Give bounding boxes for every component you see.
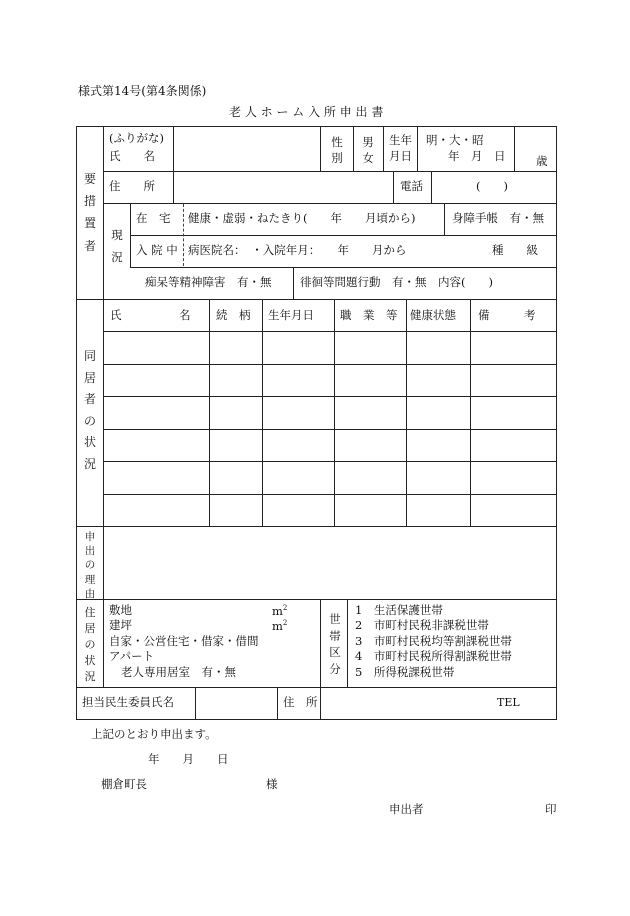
col-health: 健康状態 [410,308,456,322]
housing-type[interactable]: 自家・公営住宅・借家・借間 [109,634,259,648]
cohabitants-section-label: 同居者の状況 [83,349,96,471]
household-item[interactable]: 3 市町村民税均等割課税世帯 [355,634,512,648]
col-name: 氏 名 [110,308,191,322]
household-item[interactable]: 1 生活保護世帯 [355,603,443,617]
name-label: 氏 名 [109,149,155,163]
hospital-label: 入 院 中 [136,243,178,257]
applicant-section-label: 要措置者 [83,172,96,253]
addressee: 棚倉町長 [101,777,147,791]
household-item[interactable]: 5 所得税課税世帯 [355,665,455,679]
age-unit: 歳 [536,154,548,168]
reason-field[interactable] [105,528,555,598]
sex-options[interactable]: 男女 [362,135,374,165]
date-line[interactable]: 年 月 日 [148,752,229,766]
honorific: 様 [266,777,278,791]
hospital-info[interactable]: 病医院名： ・入院年月： 年 月から [188,243,407,257]
elderly-room[interactable]: 老人専用居室 有・無 [121,665,236,679]
home-condition[interactable]: 健康・虚弱・ねたきり( 年 月頃から) [188,211,416,225]
statement: 上記のとおり申出ます。 [91,727,217,741]
status-label: 現況 [111,228,123,264]
household-label: 世帯区分 [329,612,341,677]
dementia-field[interactable]: 痴呆等精神障害 有・無 [145,275,272,289]
floor-label: 建坪 [109,618,132,632]
disability-grade[interactable]: 種 級 [492,243,538,257]
reason-label: 申出の理由 [84,531,96,600]
household-item[interactable]: 4 市町村民税所得割課税世帯 [355,649,512,663]
home-label: 在 宅 [136,211,171,225]
col-remarks: 備 考 [478,308,536,322]
applicant-signature-label: 申出者 [389,802,424,816]
birth-label-1: 生年 [389,133,412,147]
phone-area-code[interactable]: ( ) [476,179,508,193]
era-options[interactable]: 明・大・昭 [426,133,484,147]
commissioner-name-label: 担当民生委員氏名 [82,695,174,709]
site-label: 敷地 [109,603,132,617]
apartment-option[interactable]: アパート [109,649,155,663]
sex-label: 性別 [331,135,343,165]
form-number: 様式第14号(第4条関係) [78,84,207,98]
birth-label-2: 月日 [389,149,412,163]
address-label: 住 所 [109,179,155,193]
wandering-field[interactable]: 徘徊等問題行動 有・無 内容( ) [300,275,493,289]
col-birthdate: 生年月日 [268,308,314,322]
col-occupation: 職 業 等 [340,308,398,322]
disability-book[interactable]: 身障手帳 有・無 [452,211,544,225]
phone-label: 電話 [400,179,423,193]
furigana-label: (ふりがな) [109,131,164,145]
floor-unit: $m^2$ [272,619,288,633]
household-item[interactable]: 2 市町村民税非課税世帯 [355,618,489,632]
commissioner-address-label: 住 所 [283,695,318,709]
birth-date-fields[interactable]: 年 月 日 [448,149,506,163]
residence-label: 住居の状況 [84,606,96,683]
col-relation: 続 柄 [216,308,251,322]
seal-mark: 印 [545,802,557,816]
form-title: 老 人 ホ ー ム 入 所 申 出 書 [229,105,384,119]
tel-label: TEL [497,696,520,709]
site-unit: $m^2$ [272,604,288,618]
